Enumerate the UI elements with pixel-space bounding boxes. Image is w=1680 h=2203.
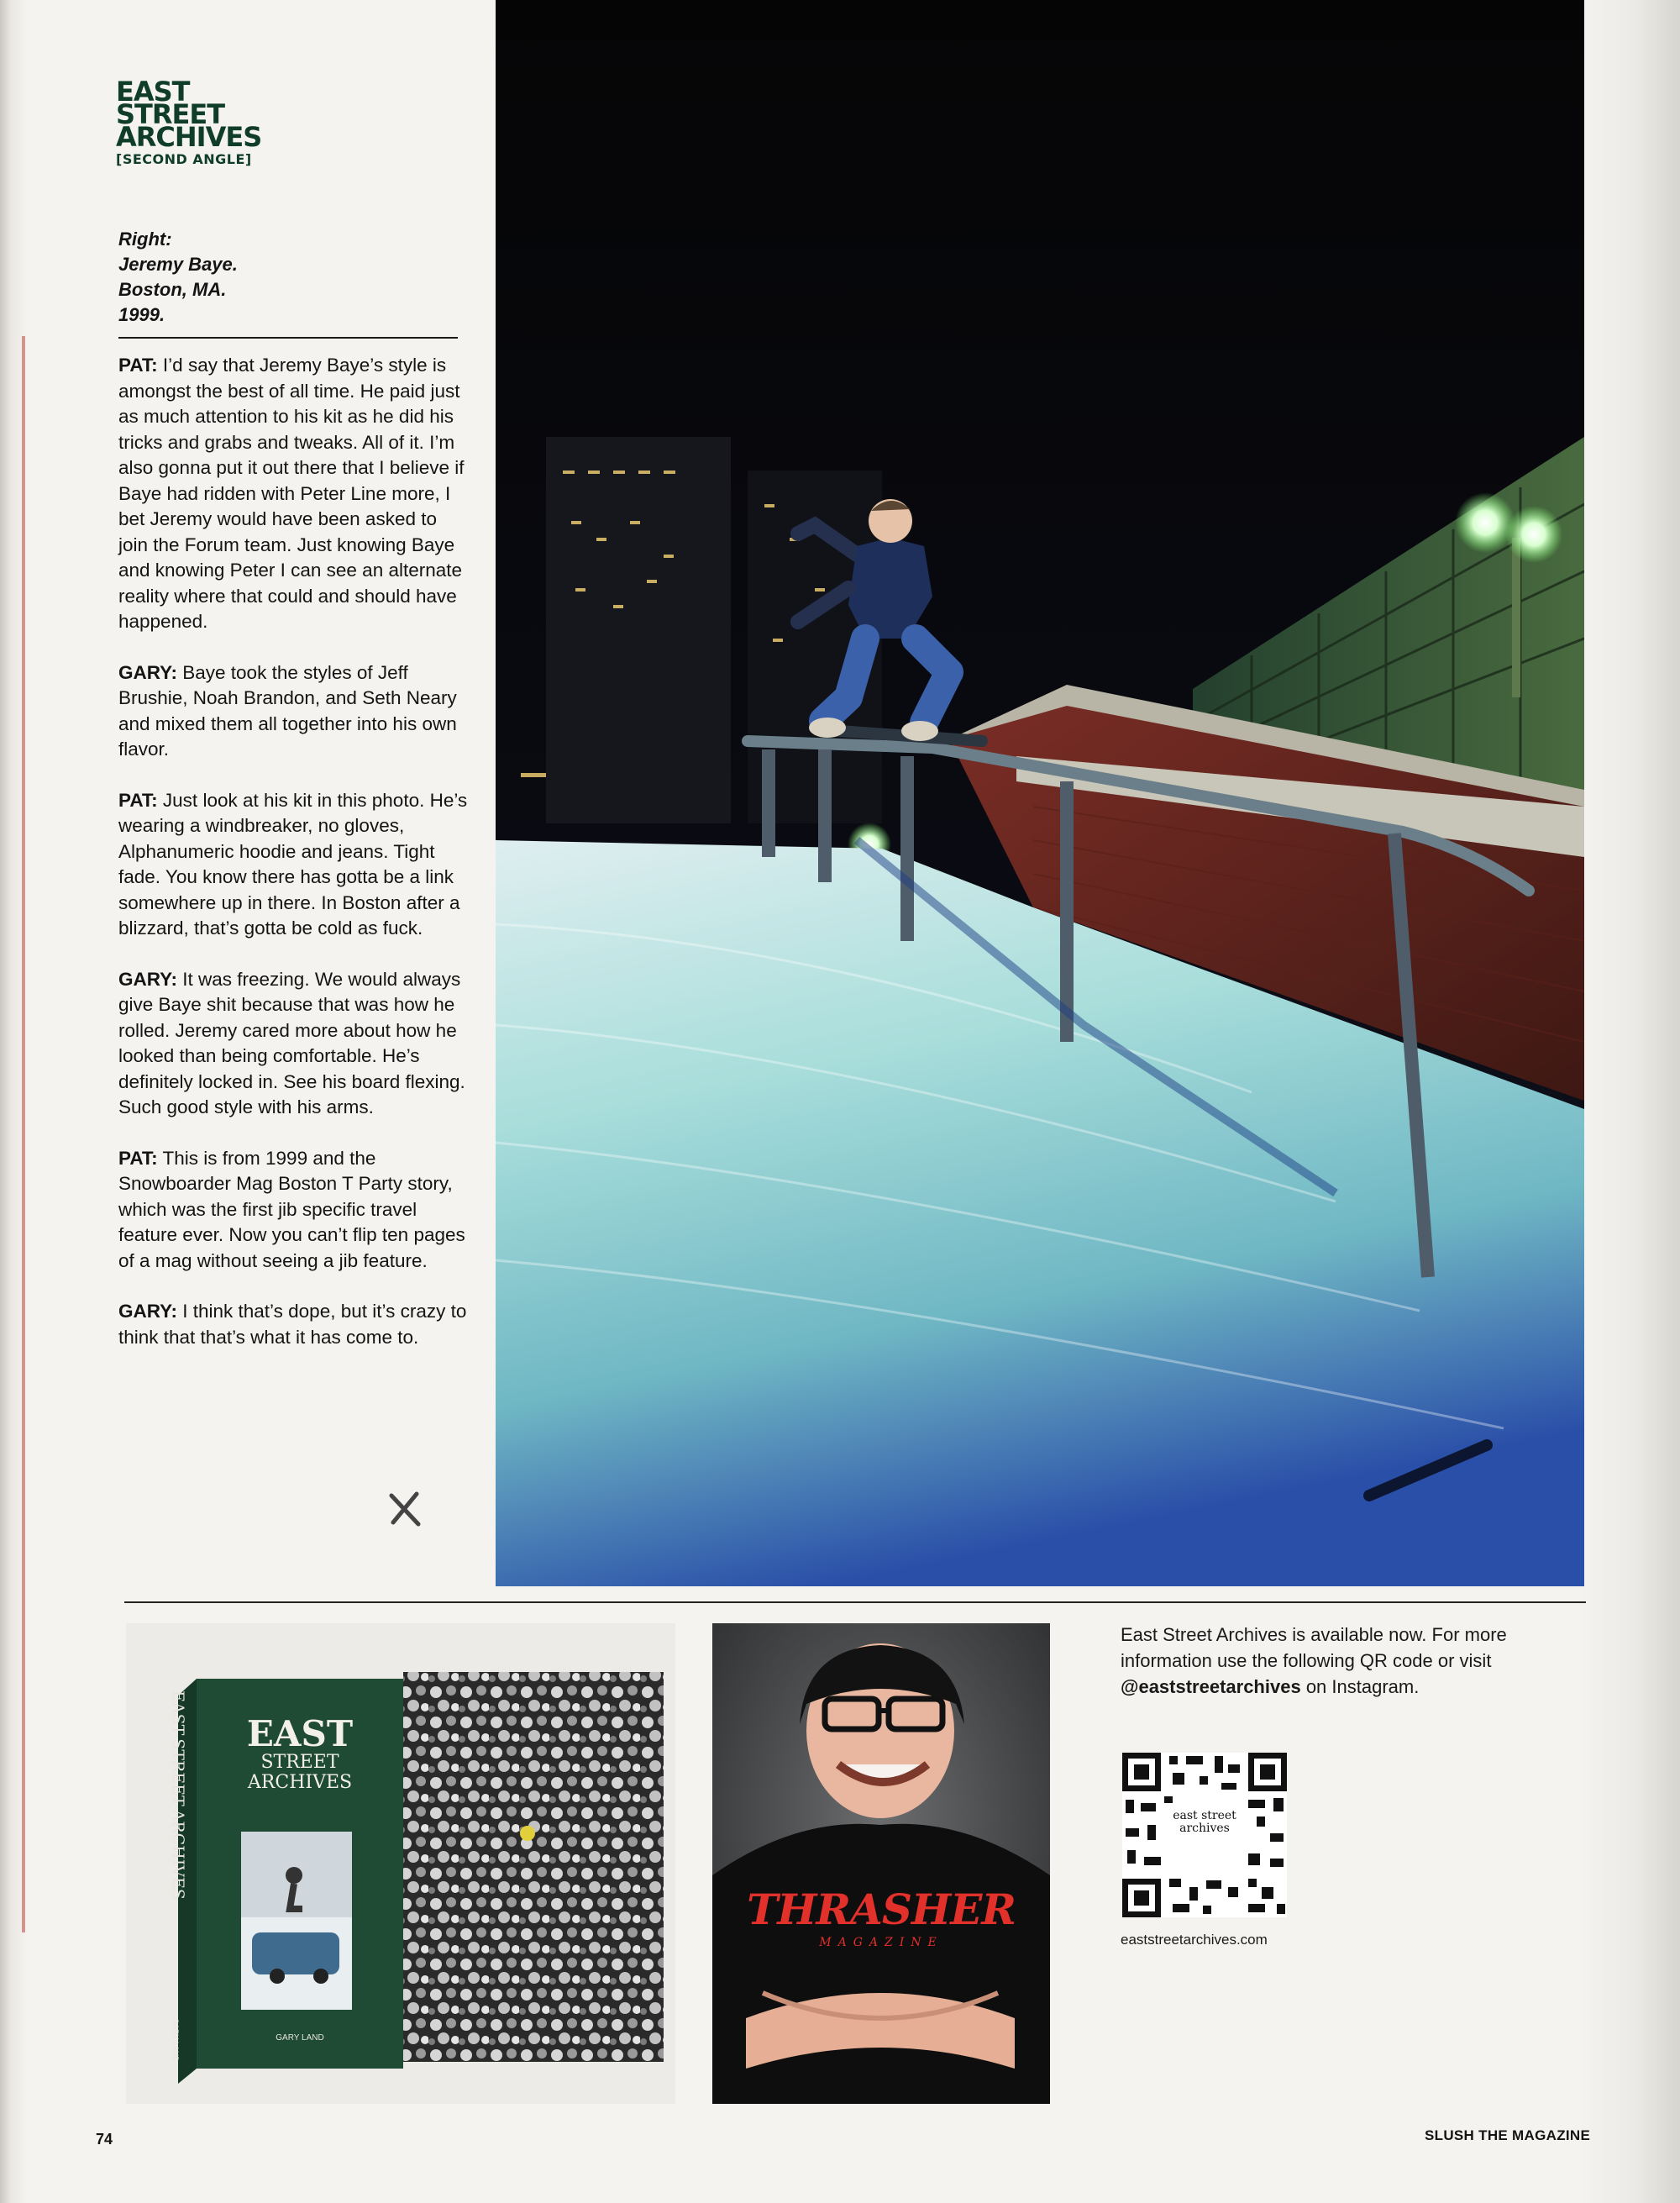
speaker-label: GARY: — [118, 1301, 177, 1322]
page-number: 74 — [96, 2131, 113, 2148]
speaker-label: PAT: — [118, 1147, 158, 1169]
section-divider — [124, 1601, 1586, 1603]
caption-line: Right: — [118, 229, 172, 250]
paragraph-text: I think that’s dope, but it’s crazy to think that that’s what it has come to. — [118, 1301, 467, 1348]
info-text: East Street Archives is available now. For more information use the following QR code or visit — [1121, 1624, 1507, 1671]
section-logo — [116, 76, 262, 169]
logo-line-3: ARCHIVES — [116, 121, 262, 153]
caption-line: Jeremy Baye. — [118, 254, 238, 275]
speaker-label: PAT: — [118, 789, 158, 811]
cover-title-line: ARCHIVES — [247, 1772, 353, 1793]
portrait-photo — [712, 1623, 1050, 2104]
photo-caption — [118, 227, 458, 328]
caption-divider — [118, 337, 458, 339]
article-paragraph — [118, 1299, 471, 1350]
paragraph-text: This is from 1999 and the Snowboarder Mag Boston T Party story, which was the first jib specific travel feature ever. Now you can’t flip ten pages of a mag without seeing a jib feature. — [118, 1147, 465, 1271]
instagram-handle[interactable]: @eaststreetarchives — [1121, 1676, 1301, 1697]
paragraph-text: Just look at his kit in this photo. He’s wearing a windbreaker, no gloves, Alphanumeric hoodie and jeans. Tight fade. You know there has gotta be a link somewhere up in there. In Boston after a blizzard, that’s gotta be cold as fuck. — [118, 789, 468, 939]
caption-line: 1999. — [118, 304, 165, 325]
logo-subtitle: [SECOND ANGLE] — [116, 151, 252, 167]
end-mark-icon — [385, 1489, 425, 1529]
main-photo — [496, 0, 1584, 1586]
logo-line-2: STREET — [116, 98, 225, 130]
book-info — [1121, 1622, 1507, 1700]
shirt-logo-sub: MAGAZINE — [819, 1936, 943, 1949]
paragraph-text: It was freezing. We would always give Baye shit because that was how he rolled. Jeremy cared more about how he looked than being comfortable. He’s definitely locked in. See his board flexing. Such good style with his arms. — [118, 968, 465, 1117]
caption-line: Boston, MA. — [118, 279, 227, 300]
cover-title-line: STREET — [260, 1752, 339, 1773]
logo-line-1: EAST — [116, 76, 190, 108]
speaker-label: GARY: — [118, 661, 177, 683]
article-paragraph — [118, 967, 471, 1121]
paragraph-text: Baye took the styles of Jeff Brushie, Noah Brandon, and Seth Neary and mixed them all together into his own flavor. — [118, 661, 457, 760]
page-edge-shadow — [1579, 0, 1680, 2203]
cover-title-line: EAST — [246, 1713, 354, 1754]
binding-stripe — [22, 336, 25, 1932]
article-body — [118, 353, 471, 1375]
qr-code-icon[interactable] — [1122, 1753, 1287, 1917]
book-photo — [126, 1623, 675, 2104]
article-paragraph — [118, 353, 471, 635]
paragraph-text: I’d say that Jeremy Baye’s style is amongst the best of all time. He paid just as much attention to his kit as he did his tricks and grabs and tweaks. All of it. I’m also gonna put it out there that I believe if Baye had ridden with Peter Line more, I bet Jeremy would have been asked to join the Forum team. Just knowing Baye and knowing Peter I can see an alternate reality where that could and should have happened. — [118, 355, 465, 632]
qr-center-label: east street archives — [1173, 1809, 1236, 1835]
article-paragraph — [118, 660, 471, 763]
book-author: GARY LAND — [276, 2033, 324, 2043]
website-url[interactable]: eaststreetarchives.com — [1121, 1932, 1268, 1948]
article-paragraph — [118, 788, 471, 942]
article-paragraph — [118, 1146, 471, 1275]
book-cover-title — [197, 1713, 403, 1793]
shirt-logo: THRASHER — [747, 1885, 1016, 1934]
magazine-name: SLUSH THE MAGAZINE — [1425, 2127, 1591, 2143]
speaker-label: PAT: — [118, 355, 158, 376]
info-text-end: on Instagram. — [1300, 1676, 1420, 1697]
speaker-label: GARY: — [118, 968, 177, 990]
